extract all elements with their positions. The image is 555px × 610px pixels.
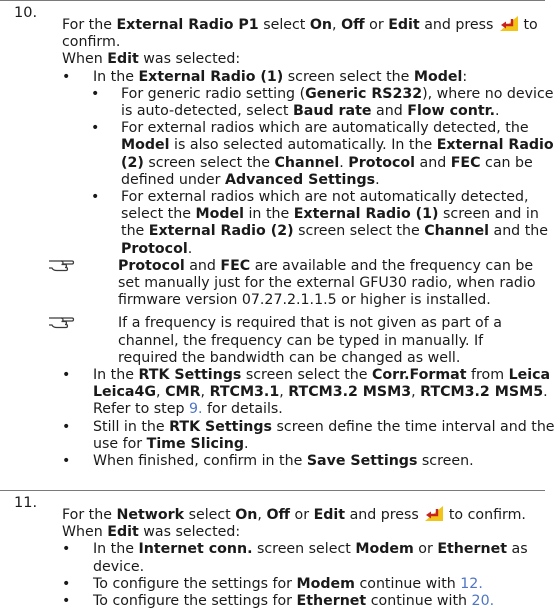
- step-link[interactable]: 20.: [471, 593, 495, 610]
- list-item: • Still in the RTK Settings screen define the time interval and the: [62, 419, 541, 436]
- sub-list-item: • For generic radio setting (Generic RS232), where no device: [62, 86, 541, 103]
- sub-list-item-cont: select the Model in the External Radio (1) screen and in: [121, 206, 539, 223]
- note-line: set manually just for the external GFU30 radio, when radio: [118, 275, 536, 292]
- list-item: • To configure the settings for Modem continue with 12.: [62, 576, 541, 593]
- list-item: • In the External Radio (1) screen select the Model:: [62, 69, 541, 86]
- list-item: • When finished, confirm in the Save Settings screen.: [62, 453, 541, 470]
- intro-line-2: confirm.: [62, 34, 121, 51]
- step-number: 11.: [14, 495, 38, 511]
- separator-top: [0, 0, 545, 1]
- sub-list-item-cont: Model is also selected automatically. In the External Radio: [121, 137, 554, 154]
- sub-list-item: • For external radios which are not automatically detected,: [62, 189, 541, 206]
- intro-line: For the Network select On, Off or Edit and press to confirm.: [62, 507, 526, 523]
- step-link[interactable]: 9.: [188, 401, 203, 418]
- list-item: • To configure the settings for Ethernet continue with 20.: [62, 593, 541, 610]
- pointing-hand-note-icon: [48, 314, 74, 330]
- separator: [0, 490, 545, 491]
- sub-list-item-cont: the External Radio (2) screen select the Channel and the: [121, 223, 548, 240]
- step-body: [62, 15, 555, 470]
- when-edit-line: When Edit was selected:: [62, 524, 241, 541]
- ok-enter-key-icon: [423, 505, 444, 522]
- intro-line: For the External Radio P1 select On, Off or Edit and press to: [62, 17, 538, 33]
- list-item: • In the RTK Settings screen select the Corr.Format from Leica: [62, 367, 541, 384]
- sub-list-item-cont: defined under Advanced Settings.: [121, 171, 380, 188]
- note-line: channel, the frequency can be typed in manually. If: [118, 332, 484, 349]
- list-item-cont: use for Time Slicing.: [93, 435, 249, 452]
- sub-list-item: • For external radios which are automatically detected, the: [62, 120, 541, 137]
- list-item: • In the Internet conn. screen select Modem or Ethernet as: [62, 541, 541, 558]
- step-number: 10.: [14, 5, 38, 21]
- when-edit-line: When Edit was selected:: [62, 51, 241, 68]
- note-line: If a frequency is required that is not given as part of a: [62, 315, 541, 332]
- sub-list-item-cont: (2) screen select the Channel. Protocol and FEC can be: [121, 154, 533, 171]
- sub-list-item-cont: Protocol.: [121, 240, 193, 257]
- list-item-cont: Leica4G, CMR, RTCM3.1, RTCM3.2 MSM3, RTCM3.2 MSM5.: [93, 384, 548, 401]
- note-line: Protocol and FEC are available and the frequency can be: [62, 258, 541, 275]
- note-line: required the bandwidth can be changed as well.: [118, 349, 461, 366]
- pointing-hand-note-icon: [48, 257, 74, 273]
- list-item-cont: device.: [93, 558, 145, 575]
- list-item-cont: Refer to step 9. for details.: [93, 401, 283, 418]
- ok-enter-key-icon: [498, 15, 519, 32]
- step-link[interactable]: 12.: [460, 575, 483, 592]
- step-body: [62, 505, 541, 610]
- sub-list-item-cont: is auto-detected, select Baud rate and Flow contr..: [121, 103, 500, 120]
- note-line: firmware version 07.27.2.1.1.5 or higher is installed.: [118, 292, 491, 309]
